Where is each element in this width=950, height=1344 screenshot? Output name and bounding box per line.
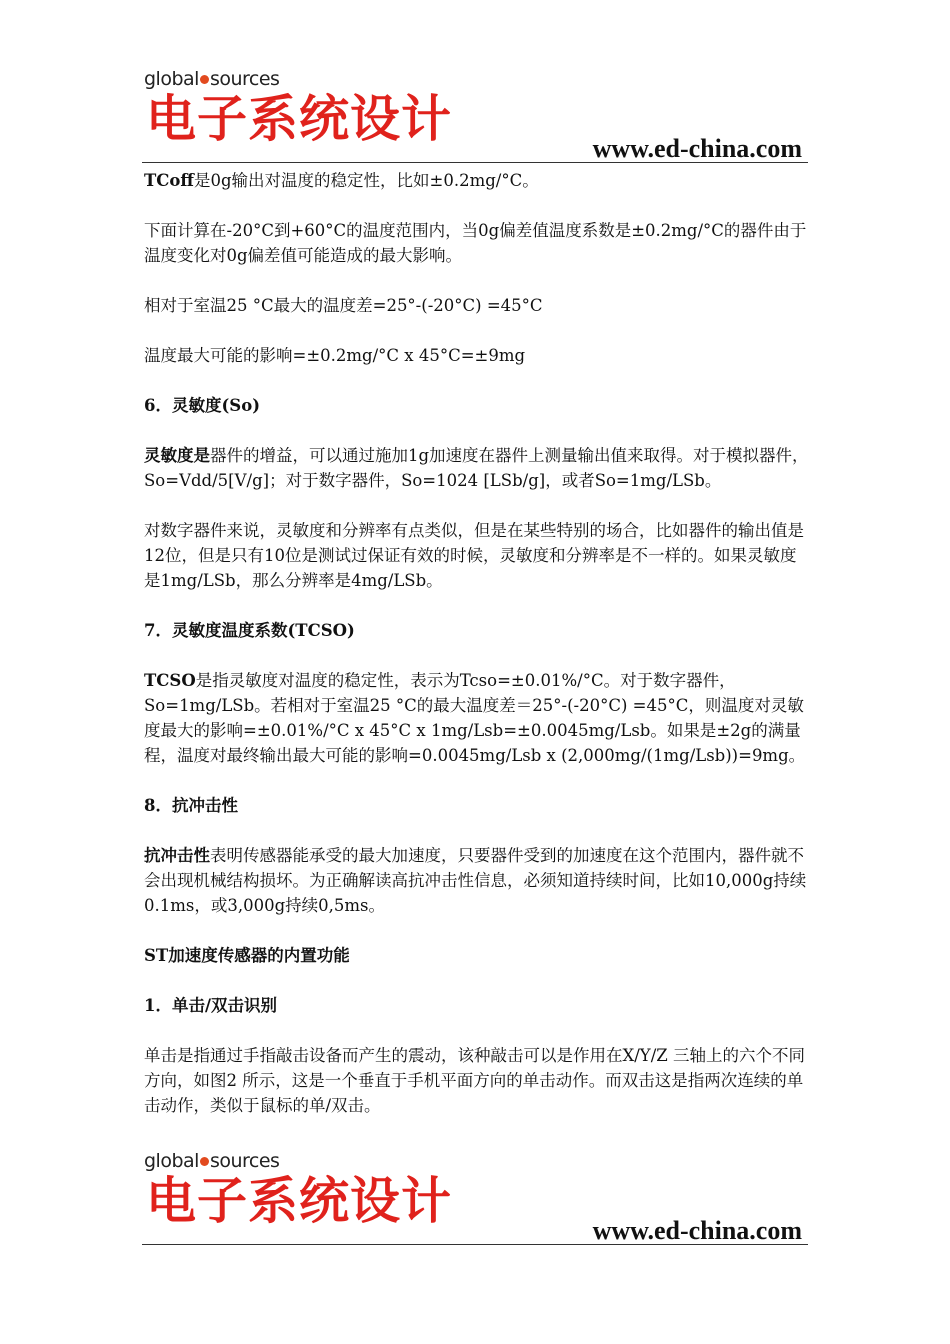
site-url: www.ed-china.com [592,134,802,163]
term-sensitivity: 灵敏度是 [144,446,210,465]
paragraph-temp-diff: 相对于室温25 °C最大的温度差=25°-(-20°C) =45°C [144,296,543,315]
header-divider [142,162,808,163]
paragraph-tcso [144,668,810,768]
logo-dot-icon [200,75,209,84]
paragraph-resolution: 对数字器件来说，灵敏度和分辨率有点类似，但是在某些特别的场合，比如器件的输出值是12位，但是只有10位是测试过保证有效的时候，灵敏度和分辨率是不一样的。如果灵敏度是1mg/LSb，那么分辨率是4mg/LSb。 [144,521,804,590]
page-header-top [142,68,808,164]
paragraph-text: 表明传感器能承受的最大加速度，只要器件受到的加速度在这个范围内，器件就不会出现机械结构损坏。为正确解读高抗冲击性信息，必须知道持续时间，比如10,000g持续0.1ms，或3,000g持续0,5ms。 [144,846,807,915]
paragraph-text: 是指灵敏度对温度的稳定性，表示为Tcso=±0.01%/°C。对于数字器件，So=1mg/LSb。若相对于室温25 °C的最大温度差＝25°-(-20°C) =45°C，则温度对灵敏度最大的影响=±0.01%/°C x 45°C x 1mg/Lsb=±0.0045mg/Lsb。如果是±2g的满量程，温度对最终输出最大可能的影响=0.0045mg/Lsb x (2,000mg/(1mg/Lsb))=9mg。 [144,671,806,765]
paragraph-shock [144,843,810,918]
logo-left-text: global [144,68,199,90]
header-divider [142,1244,808,1245]
term-tcso: TCSO [144,671,196,690]
heading-shock: 8．抗冲击性 [144,796,238,815]
term-tcoff: TCoff [144,171,194,190]
paragraph-tcoff [144,168,810,193]
logo-left-text: global [144,1150,199,1172]
paragraph-temp-effect: 温度最大可能的影响=±0.2mg/°C x 45°C=±9mg [144,346,526,365]
article-body [144,168,810,1143]
paragraph-calc-intro: 下面计算在-20°C到+60°C的温度范围内，当0g偏差值温度系数是±0.2mg/°C的器件由于温度变化对0g偏差值可能造成的最大影响。 [144,221,807,265]
heading-st-features: ST加速度传感器的内置功能 [144,946,350,965]
page-header-bottom [142,1150,808,1246]
logo-right-text: sources [209,68,280,90]
paragraph-sensitivity [144,443,810,493]
logo-dot-icon [200,1157,209,1166]
term-shock: 抗冲击性 [144,846,210,865]
paragraph-tap: 单击是指通过手指敲击设备而产生的震动，该种敲击可以是作用在X/Y/Z 三轴上的六个不同方向，如图2 所示，这是一个垂直于手机平面方向的单击动作。而双击这是指两次连续的单击动作，类似于鼠标的单/双击。 [144,1046,805,1115]
globalsources-logo [144,1150,279,1172]
brand-title: 电子系统设计 [146,1172,452,1230]
site-url: www.ed-china.com [592,1216,802,1245]
heading-tap-detection: 1．单击/双击识别 [144,996,278,1015]
paragraph-text: 器件的增益，可以通过施加1g加速度在器件上测量输出值来取得。对于模拟器件，So=Vdd/5[V/g]；对于数字器件，So=1024 [LSb/g]，或者So=1mg/LSb。 [144,446,809,490]
globalsources-logo [144,68,279,90]
heading-tcso: 7．灵敏度温度系数(TCSO) [144,621,355,640]
logo-right-text: sources [209,1150,280,1172]
heading-sensitivity: 6．灵敏度(So) [144,396,261,415]
paragraph-text: 是0g输出对温度的稳定性，比如±0.2mg/°C。 [193,171,539,190]
brand-title: 电子系统设计 [146,90,452,148]
